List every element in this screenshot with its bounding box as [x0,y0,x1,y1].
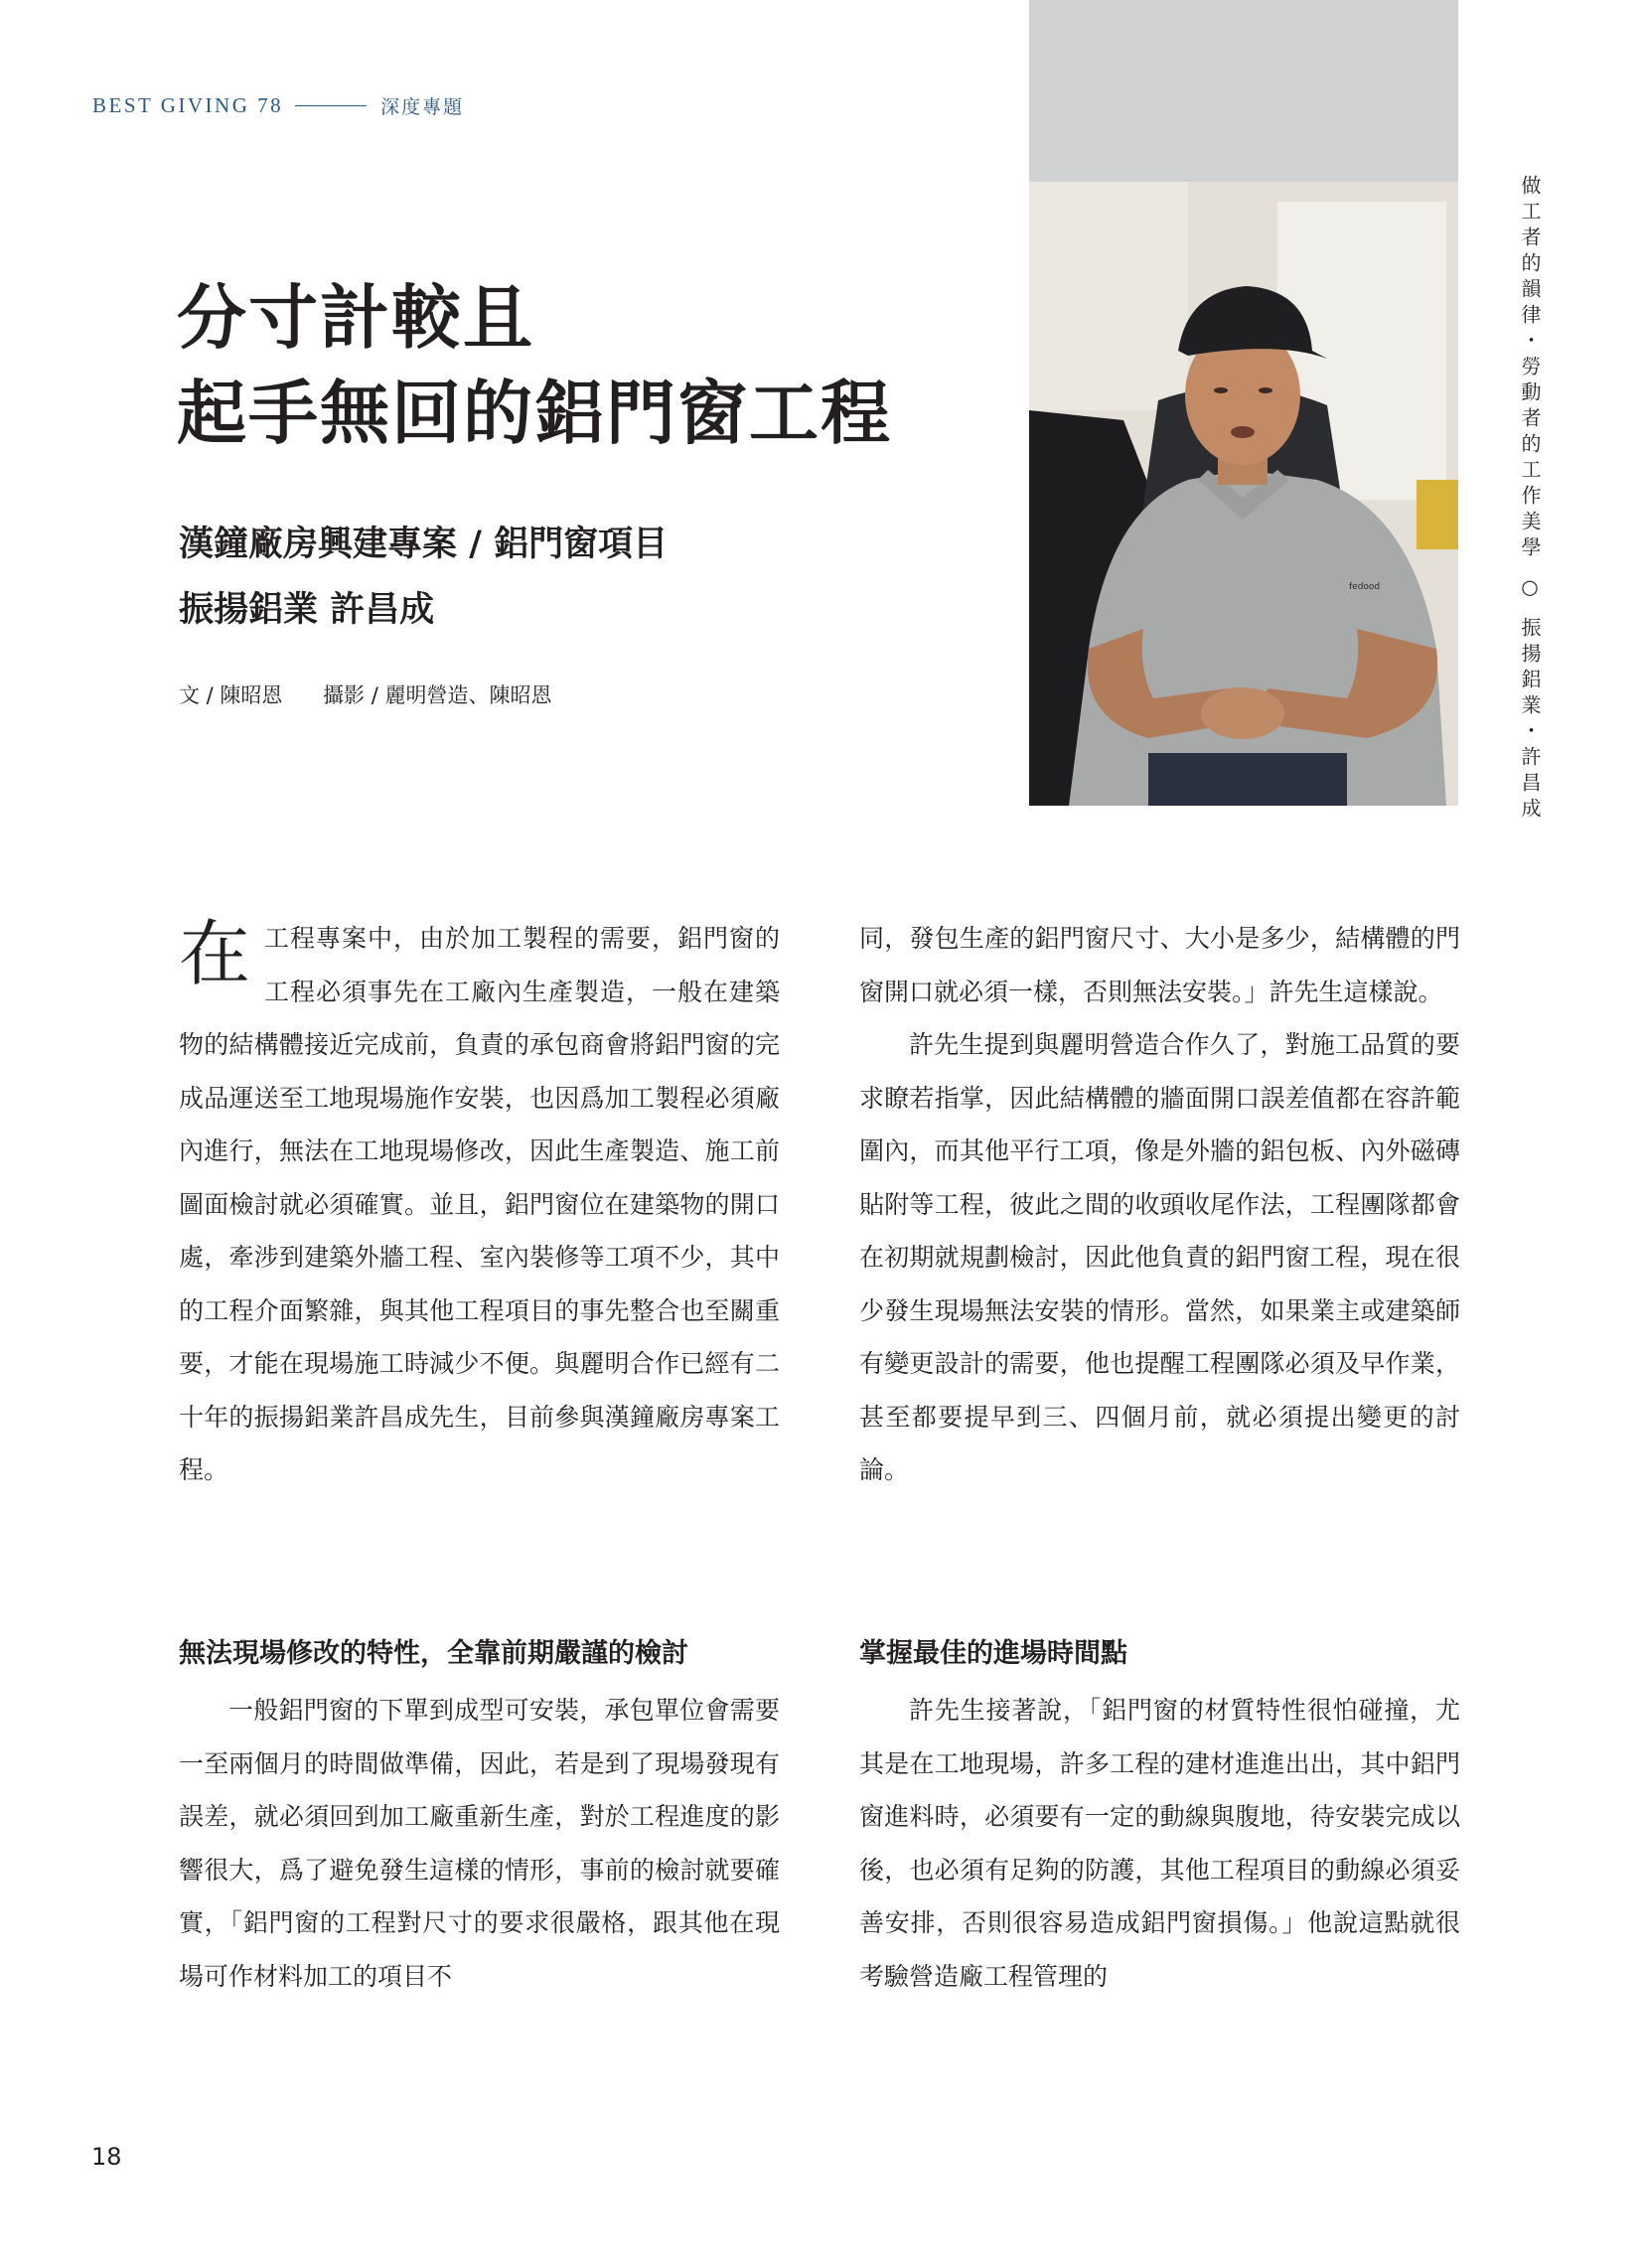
col4-paragraph: 許先生接著說，「鋁門窗的材質特性很怕碰撞，尤其是在工地現場，許多工程的建材進進出出，其中鋁門窗進料時，必須要有一定的動線與腹地，待安裝完成以後，也必須有足夠的防護，其他工程項目的動線必須妥善安排，否則很容易造成鋁門窗損傷。」他說這點就很考驗營造廠工程管理的 [859,1696,1460,1991]
shirt-logo: fedood [1349,582,1381,592]
article-subtitle [179,512,668,643]
section-heading-1: 無法現場修改的特性，全靠前期嚴謹的檢討 [179,1638,688,1669]
drop-cap: 在 [179,912,251,995]
running-header [92,92,464,119]
col2-paragraph-1: 同，發包生產的鋁門窗尺寸、大小是多少，結構體的門窗開口就必須一樣，否則無法安裝。」許先生這樣說。 [859,924,1460,1006]
col2-paragraph-2: 許先生提到與麗明營造合作久了，對施工品質的要求瞭若指掌，因此結構體的牆面開口誤差值都在容許範圍內，而其他平行工項，像是外牆的鋁包板、內外磁磚貼附等工程，彼此之間的收頭收尾作法，工程團隊都會在初期就規劃檢討，因此他負責的鋁門窗工程，現在很少發生現場無法安裝的情形。當然，如果業主或建築師有變更設計的需要，他也提醒工程團隊必須及早作業，甚至都要提早到三、四個月前，就必須提出變更的討論。 [859,1030,1460,1484]
title-line-1: 分寸計較且 [177,276,534,359]
article-title [177,270,1011,461]
column-4 [859,1684,1460,2003]
intro-paragraph [179,912,780,1497]
col3-paragraph: 一般鋁門窗的下單到成型可安裝，承包單位會需要一至兩個月的時間做準備，因此，若是到了現場發現有誤差，就必須回到加工廠重新生產，對於工程進度的影響很大，爲了避免發生這樣的情形，事前的檢討就要確實，「鋁門窗的工程對尺寸的要求很嚴格，跟其他在現場可作材料加工的項目不 [179,1696,780,1991]
column-2 [859,912,1460,1497]
side-caption: 做工者的韻律・勞動者的工作美學 ○ 振揚鋁業・許昌成 [1518,175,1542,824]
column-3 [179,1684,780,2003]
writer-credit: 文 / 陳昭恩 [179,683,283,707]
column-1 [179,912,780,1497]
portrait-photo [1029,182,1458,806]
header-rule [295,105,367,106]
section-name: 深度專題 [380,96,465,118]
credits [179,680,552,709]
photo-credit: 攝影 / 麗明營造、陳昭恩 [323,683,552,707]
page-number: 18 [91,2143,122,2171]
photo-top-band [1029,0,1458,182]
subtitle-line-2: 振揚鋁業 許昌成 [179,590,435,630]
portrait-illustration [1029,182,1458,806]
intro-text: 工程專案中，由於加工製程的需要，鋁門窗的工程必須事先在工廠內生產製造，一般在建築物的結構體接近完成前，負責的承包商會將鋁門窗的完成品運送至工地現場施作安裝，也因爲加工製程必須廠內進行，無法在工地現場修改，因此生產製造、施工前圖面檢討就必須確實。並且，鋁門窗位在建築物的開口處，牽涉到建築外牆工程、室內裝修等工項不少，其中的工程介面繁雜，與其他工程項目的事先整合也至關重要，才能在現場施工時減少不便。與麗明合作已經有二十年的振揚鋁業許昌成先生，目前參與漢鐘廠房專案工程。 [179,924,780,1484]
section-heading-2: 掌握最佳的進場時間點 [859,1638,1127,1669]
subtitle-line-1: 漢鐘廠房興建專案 / 鋁門窗項目 [179,525,669,564]
title-line-2: 起手無回的鋁門窗工程 [177,372,892,454]
magazine-name: BEST GIVING 78 [92,93,284,117]
